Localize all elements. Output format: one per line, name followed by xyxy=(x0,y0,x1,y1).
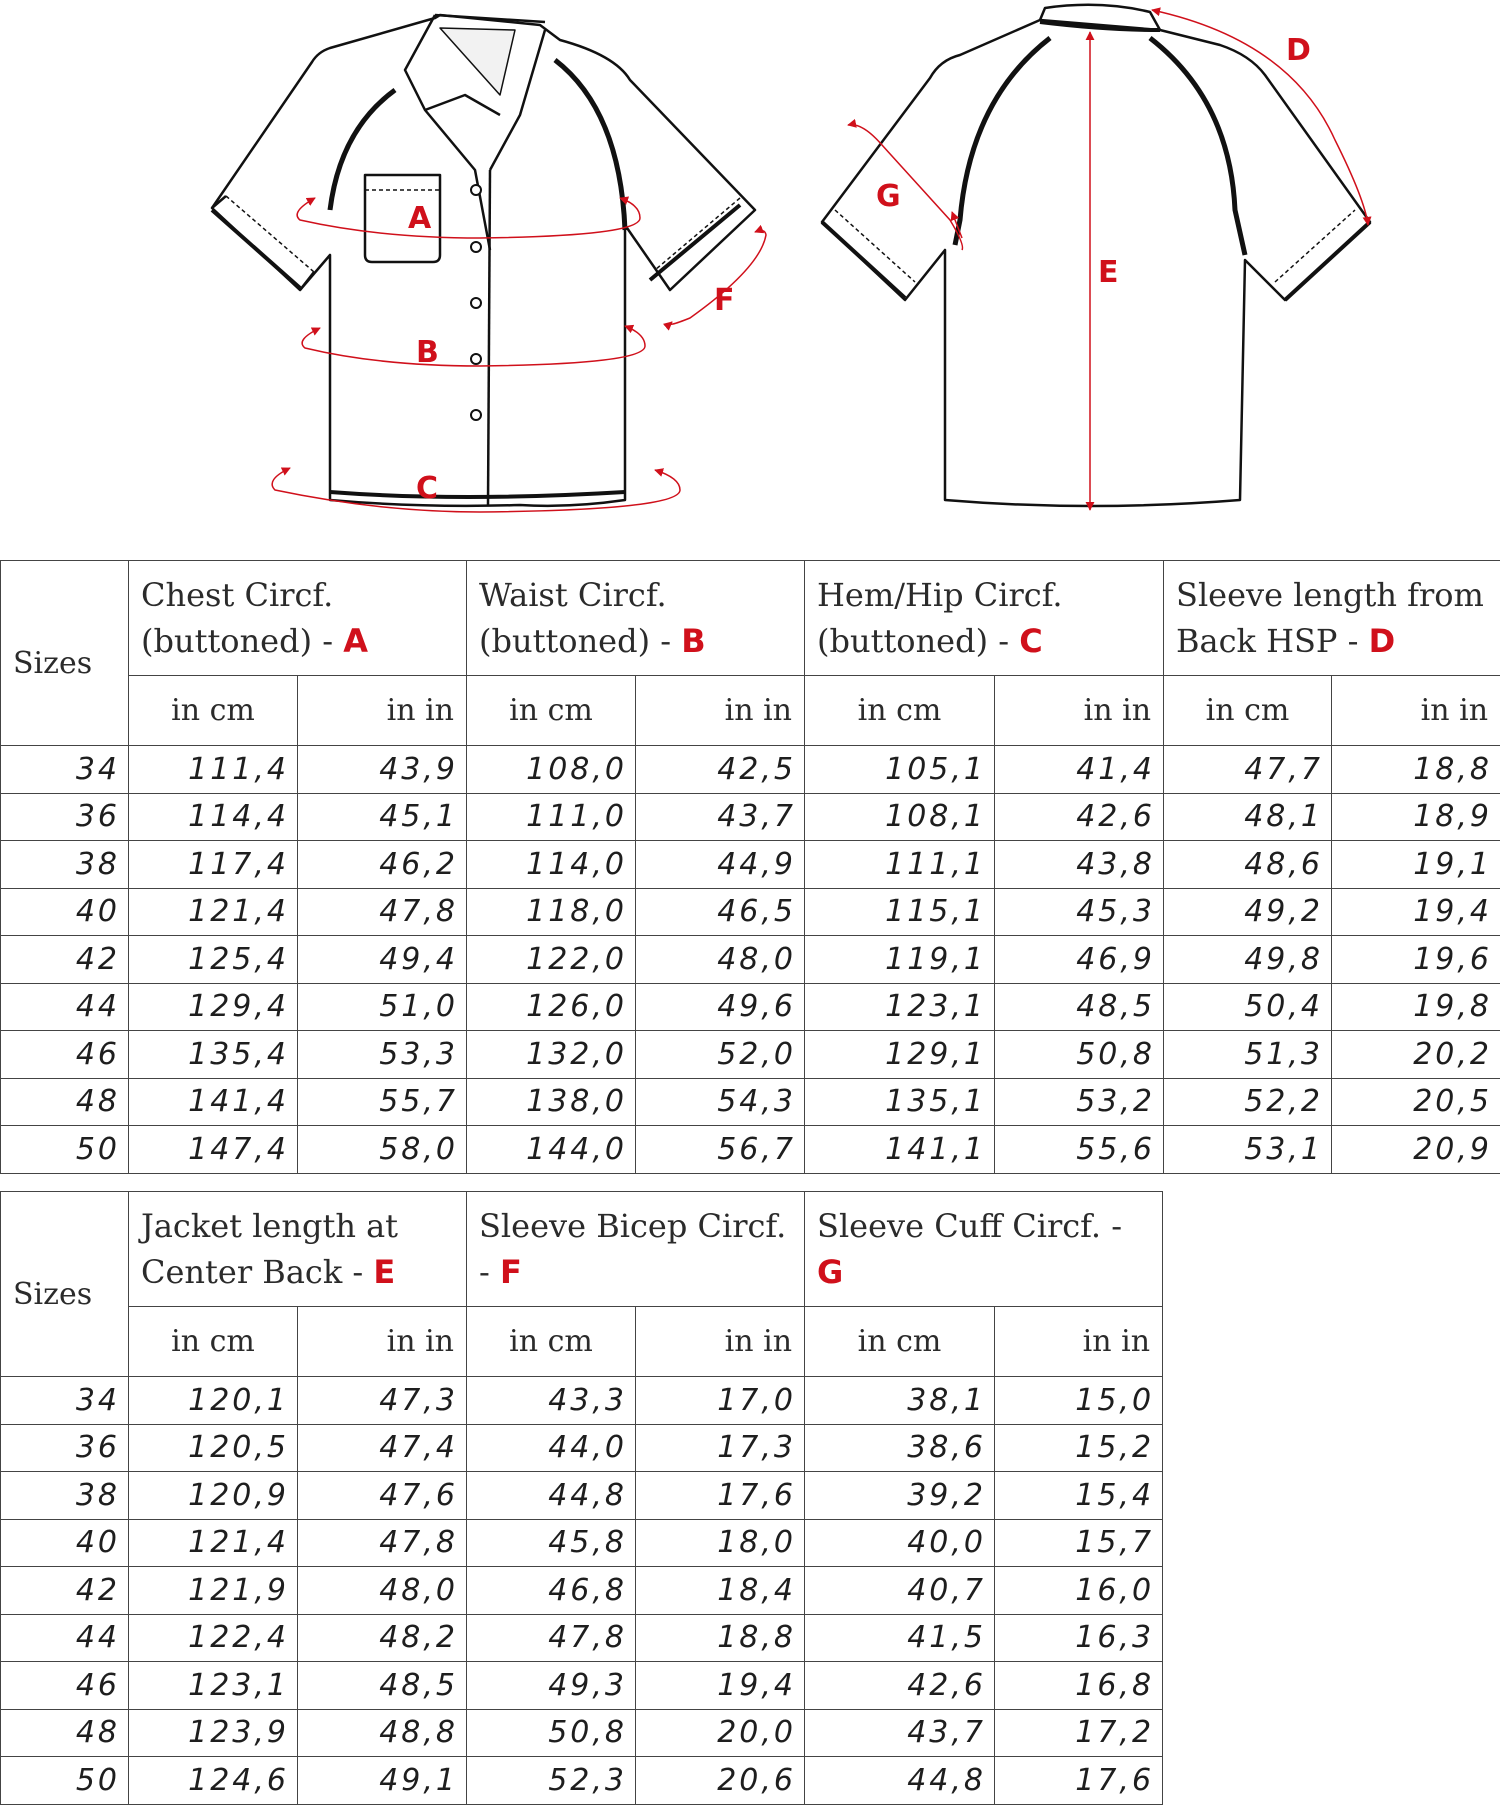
size-cell: 44 xyxy=(1,983,129,1031)
value-cell: 16,3 xyxy=(995,1614,1163,1662)
value-cell: 138,0 xyxy=(467,1078,636,1126)
value-cell: 42,6 xyxy=(995,793,1164,841)
value-cell: 49,8 xyxy=(1164,936,1332,984)
value-cell: 111,4 xyxy=(129,746,298,794)
value-cell: 49,6 xyxy=(636,983,805,1031)
value-cell: 47,8 xyxy=(298,1519,467,1567)
table-1-body xyxy=(1,746,1500,1174)
value-cell: 55,6 xyxy=(995,1126,1164,1174)
front-view xyxy=(212,15,755,506)
value-cell: 17,2 xyxy=(995,1709,1163,1757)
sizes-header: Sizes xyxy=(1,1192,129,1377)
value-cell: 123,9 xyxy=(129,1709,298,1757)
column-header-hem: Hem/Hip Circf. (buttoned) - C xyxy=(805,561,1164,676)
value-cell: 42,6 xyxy=(805,1662,995,1710)
value-cell: 42,5 xyxy=(636,746,805,794)
value-cell: 47,4 xyxy=(298,1424,467,1472)
value-cell: 108,1 xyxy=(805,793,995,841)
value-cell: 53,2 xyxy=(995,1078,1164,1126)
value-cell: 122,4 xyxy=(129,1614,298,1662)
value-cell: 111,0 xyxy=(467,793,636,841)
unit-cm: in cm xyxy=(1164,676,1332,746)
value-cell: 38,6 xyxy=(805,1424,995,1472)
value-cell: 18,8 xyxy=(636,1614,805,1662)
size-chart-table-2 xyxy=(0,1191,1163,1805)
label-b: B xyxy=(416,335,439,370)
value-cell: 43,8 xyxy=(995,841,1164,889)
value-cell: 48,5 xyxy=(995,983,1164,1031)
size-cell: 44 xyxy=(1,1614,129,1662)
value-cell: 120,9 xyxy=(129,1472,298,1520)
back-view xyxy=(822,5,1370,506)
table-row xyxy=(1,1377,1163,1425)
value-cell: 49,2 xyxy=(1164,888,1332,936)
label-c: C xyxy=(416,471,439,506)
value-cell: 126,0 xyxy=(467,983,636,1031)
value-cell: 141,4 xyxy=(129,1078,298,1126)
value-cell: 15,2 xyxy=(995,1424,1163,1472)
size-cell: 48 xyxy=(1,1709,129,1757)
value-cell: 49,4 xyxy=(298,936,467,984)
value-cell: 135,4 xyxy=(129,1031,298,1079)
column-header-chest: Chest Circf. (buttoned) - A xyxy=(129,561,467,676)
value-cell: 40,7 xyxy=(805,1567,995,1615)
unit-in: in in xyxy=(995,1307,1163,1377)
value-cell: 15,7 xyxy=(995,1519,1163,1567)
value-cell: 56,7 xyxy=(636,1126,805,1174)
table-row xyxy=(1,1757,1163,1805)
value-cell: 123,1 xyxy=(129,1662,298,1710)
unit-in: in in xyxy=(636,1307,805,1377)
table-row xyxy=(1,746,1500,794)
column-header-bicep: Sleeve Bicep Circf. - F xyxy=(467,1192,805,1307)
size-cell: 36 xyxy=(1,793,129,841)
size-cell: 46 xyxy=(1,1031,129,1079)
unit-cm: in cm xyxy=(805,676,995,746)
unit-row xyxy=(1,1307,1163,1377)
value-cell: 18,8 xyxy=(1332,746,1500,794)
sizes-header: Sizes xyxy=(1,561,129,746)
value-cell: 121,4 xyxy=(129,1519,298,1567)
table-row xyxy=(1,1031,1500,1079)
value-cell: 58,0 xyxy=(298,1126,467,1174)
size-cell: 50 xyxy=(1,1757,129,1805)
label-a: A xyxy=(408,201,432,236)
unit-in: in in xyxy=(298,676,467,746)
value-cell: 132,0 xyxy=(467,1031,636,1079)
value-cell: 20,9 xyxy=(1332,1126,1500,1174)
size-cell: 46 xyxy=(1,1662,129,1710)
value-cell: 122,0 xyxy=(467,936,636,984)
value-cell: 117,4 xyxy=(129,841,298,889)
value-cell: 18,4 xyxy=(636,1567,805,1615)
value-cell: 48,0 xyxy=(298,1567,467,1615)
value-cell: 40,0 xyxy=(805,1519,995,1567)
value-cell: 39,2 xyxy=(805,1472,995,1520)
unit-cm: in cm xyxy=(467,1307,636,1377)
value-cell: 47,8 xyxy=(298,888,467,936)
table-row xyxy=(1,1126,1500,1174)
table-row xyxy=(1,936,1500,984)
size-chart-table-1 xyxy=(0,560,1500,1174)
value-cell: 48,1 xyxy=(1164,793,1332,841)
table-row xyxy=(1,983,1500,1031)
value-cell: 50,4 xyxy=(1164,983,1332,1031)
table-row xyxy=(1,1078,1500,1126)
value-cell: 15,0 xyxy=(995,1377,1163,1425)
value-cell: 50,8 xyxy=(995,1031,1164,1079)
size-cell: 42 xyxy=(1,1567,129,1615)
size-cell: 34 xyxy=(1,1377,129,1425)
value-cell: 111,1 xyxy=(805,841,995,889)
table-row xyxy=(1,1472,1163,1520)
label-g: G xyxy=(876,179,901,214)
value-cell: 47,7 xyxy=(1164,746,1332,794)
size-cell: 34 xyxy=(1,746,129,794)
table-row xyxy=(1,793,1500,841)
table-row xyxy=(1,841,1500,889)
value-cell: 16,8 xyxy=(995,1662,1163,1710)
size-cell: 40 xyxy=(1,888,129,936)
column-header-jacket-length: Jacket length at Center Back - E xyxy=(129,1192,467,1307)
unit-cm: in cm xyxy=(129,1307,298,1377)
value-cell: 144,0 xyxy=(467,1126,636,1174)
size-cell: 50 xyxy=(1,1126,129,1174)
value-cell: 108,0 xyxy=(467,746,636,794)
value-cell: 19,4 xyxy=(1332,888,1500,936)
value-cell: 18,9 xyxy=(1332,793,1500,841)
value-cell: 17,3 xyxy=(636,1424,805,1472)
value-cell: 118,0 xyxy=(467,888,636,936)
value-cell: 46,9 xyxy=(995,936,1164,984)
unit-in: in in xyxy=(636,676,805,746)
size-cell: 38 xyxy=(1,1472,129,1520)
value-cell: 43,3 xyxy=(467,1377,636,1425)
unit-in: in in xyxy=(298,1307,467,1377)
value-cell: 20,2 xyxy=(1332,1031,1500,1079)
value-cell: 46,5 xyxy=(636,888,805,936)
column-header-sleeve-length: Sleeve length from Back HSP - D xyxy=(1164,561,1500,676)
value-cell: 20,0 xyxy=(636,1709,805,1757)
unit-cm: in cm xyxy=(805,1307,995,1377)
value-cell: 41,5 xyxy=(805,1614,995,1662)
column-header-cuff: Sleeve Cuff Circf. - G xyxy=(805,1192,1163,1307)
value-cell: 123,1 xyxy=(805,983,995,1031)
table-row xyxy=(1,1709,1163,1757)
size-cell: 48 xyxy=(1,1078,129,1126)
value-cell: 20,6 xyxy=(636,1757,805,1805)
value-cell: 46,2 xyxy=(298,841,467,889)
value-cell: 44,8 xyxy=(467,1472,636,1520)
label-e: E xyxy=(1098,255,1119,290)
value-cell: 115,1 xyxy=(805,888,995,936)
value-cell: 54,3 xyxy=(636,1078,805,1126)
value-cell: 125,4 xyxy=(129,936,298,984)
value-cell: 49,1 xyxy=(298,1757,467,1805)
value-cell: 19,1 xyxy=(1332,841,1500,889)
value-cell: 121,9 xyxy=(129,1567,298,1615)
value-cell: 44,8 xyxy=(805,1757,995,1805)
value-cell: 47,8 xyxy=(467,1614,636,1662)
unit-in: in in xyxy=(995,676,1164,746)
value-cell: 51,3 xyxy=(1164,1031,1332,1079)
value-cell: 38,1 xyxy=(805,1377,995,1425)
value-cell: 44,0 xyxy=(467,1424,636,1472)
value-cell: 147,4 xyxy=(129,1126,298,1174)
value-cell: 43,9 xyxy=(298,746,467,794)
value-cell: 45,8 xyxy=(467,1519,636,1567)
value-cell: 44,9 xyxy=(636,841,805,889)
unit-cm: in cm xyxy=(467,676,636,746)
value-cell: 53,1 xyxy=(1164,1126,1332,1174)
column-header-waist: Waist Circf. (buttoned) - B xyxy=(467,561,805,676)
value-cell: 19,6 xyxy=(1332,936,1500,984)
table-row xyxy=(1,888,1500,936)
table-2-body xyxy=(1,1377,1163,1805)
value-cell: 49,3 xyxy=(467,1662,636,1710)
value-cell: 45,3 xyxy=(995,888,1164,936)
value-cell: 48,8 xyxy=(298,1709,467,1757)
size-cell: 38 xyxy=(1,841,129,889)
value-cell: 47,3 xyxy=(298,1377,467,1425)
value-cell: 120,1 xyxy=(129,1377,298,1425)
value-cell: 124,6 xyxy=(129,1757,298,1805)
label-f: F xyxy=(714,283,735,318)
value-cell: 48,5 xyxy=(298,1662,467,1710)
unit-row xyxy=(1,676,1500,746)
table-row xyxy=(1,1424,1163,1472)
value-cell: 17,6 xyxy=(636,1472,805,1520)
value-cell: 50,8 xyxy=(467,1709,636,1757)
value-cell: 43,7 xyxy=(636,793,805,841)
front-buttons xyxy=(471,185,481,420)
value-cell: 129,1 xyxy=(805,1031,995,1079)
size-cell: 36 xyxy=(1,1424,129,1472)
value-cell: 47,6 xyxy=(298,1472,467,1520)
value-cell: 48,2 xyxy=(298,1614,467,1662)
value-cell: 52,3 xyxy=(467,1757,636,1805)
value-cell: 114,0 xyxy=(467,841,636,889)
value-cell: 20,5 xyxy=(1332,1078,1500,1126)
unit-in: in in xyxy=(1332,676,1500,746)
unit-cm: in cm xyxy=(129,676,298,746)
value-cell: 19,8 xyxy=(1332,983,1500,1031)
value-cell: 41,4 xyxy=(995,746,1164,794)
value-cell: 114,4 xyxy=(129,793,298,841)
value-cell: 45,1 xyxy=(298,793,467,841)
value-cell: 120,5 xyxy=(129,1424,298,1472)
label-d: D xyxy=(1286,33,1311,68)
table-row xyxy=(1,1519,1163,1567)
value-cell: 119,1 xyxy=(805,936,995,984)
value-cell: 129,4 xyxy=(129,983,298,1031)
garment-diagram xyxy=(0,0,1500,560)
table-row xyxy=(1,1614,1163,1662)
value-cell: 16,0 xyxy=(995,1567,1163,1615)
value-cell: 52,2 xyxy=(1164,1078,1332,1126)
value-cell: 135,1 xyxy=(805,1078,995,1126)
value-cell: 17,0 xyxy=(636,1377,805,1425)
size-cell: 42 xyxy=(1,936,129,984)
value-cell: 105,1 xyxy=(805,746,995,794)
value-cell: 15,4 xyxy=(995,1472,1163,1520)
value-cell: 19,4 xyxy=(636,1662,805,1710)
value-cell: 53,3 xyxy=(298,1031,467,1079)
value-cell: 141,1 xyxy=(805,1126,995,1174)
value-cell: 52,0 xyxy=(636,1031,805,1079)
value-cell: 46,8 xyxy=(467,1567,636,1615)
table-row xyxy=(1,1662,1163,1710)
value-cell: 55,7 xyxy=(298,1078,467,1126)
value-cell: 17,6 xyxy=(995,1757,1163,1805)
table-row xyxy=(1,1567,1163,1615)
value-cell: 121,4 xyxy=(129,888,298,936)
size-cell: 40 xyxy=(1,1519,129,1567)
value-cell: 43,7 xyxy=(805,1709,995,1757)
value-cell: 48,0 xyxy=(636,936,805,984)
value-cell: 51,0 xyxy=(298,983,467,1031)
value-cell: 18,0 xyxy=(636,1519,805,1567)
value-cell: 48,6 xyxy=(1164,841,1332,889)
